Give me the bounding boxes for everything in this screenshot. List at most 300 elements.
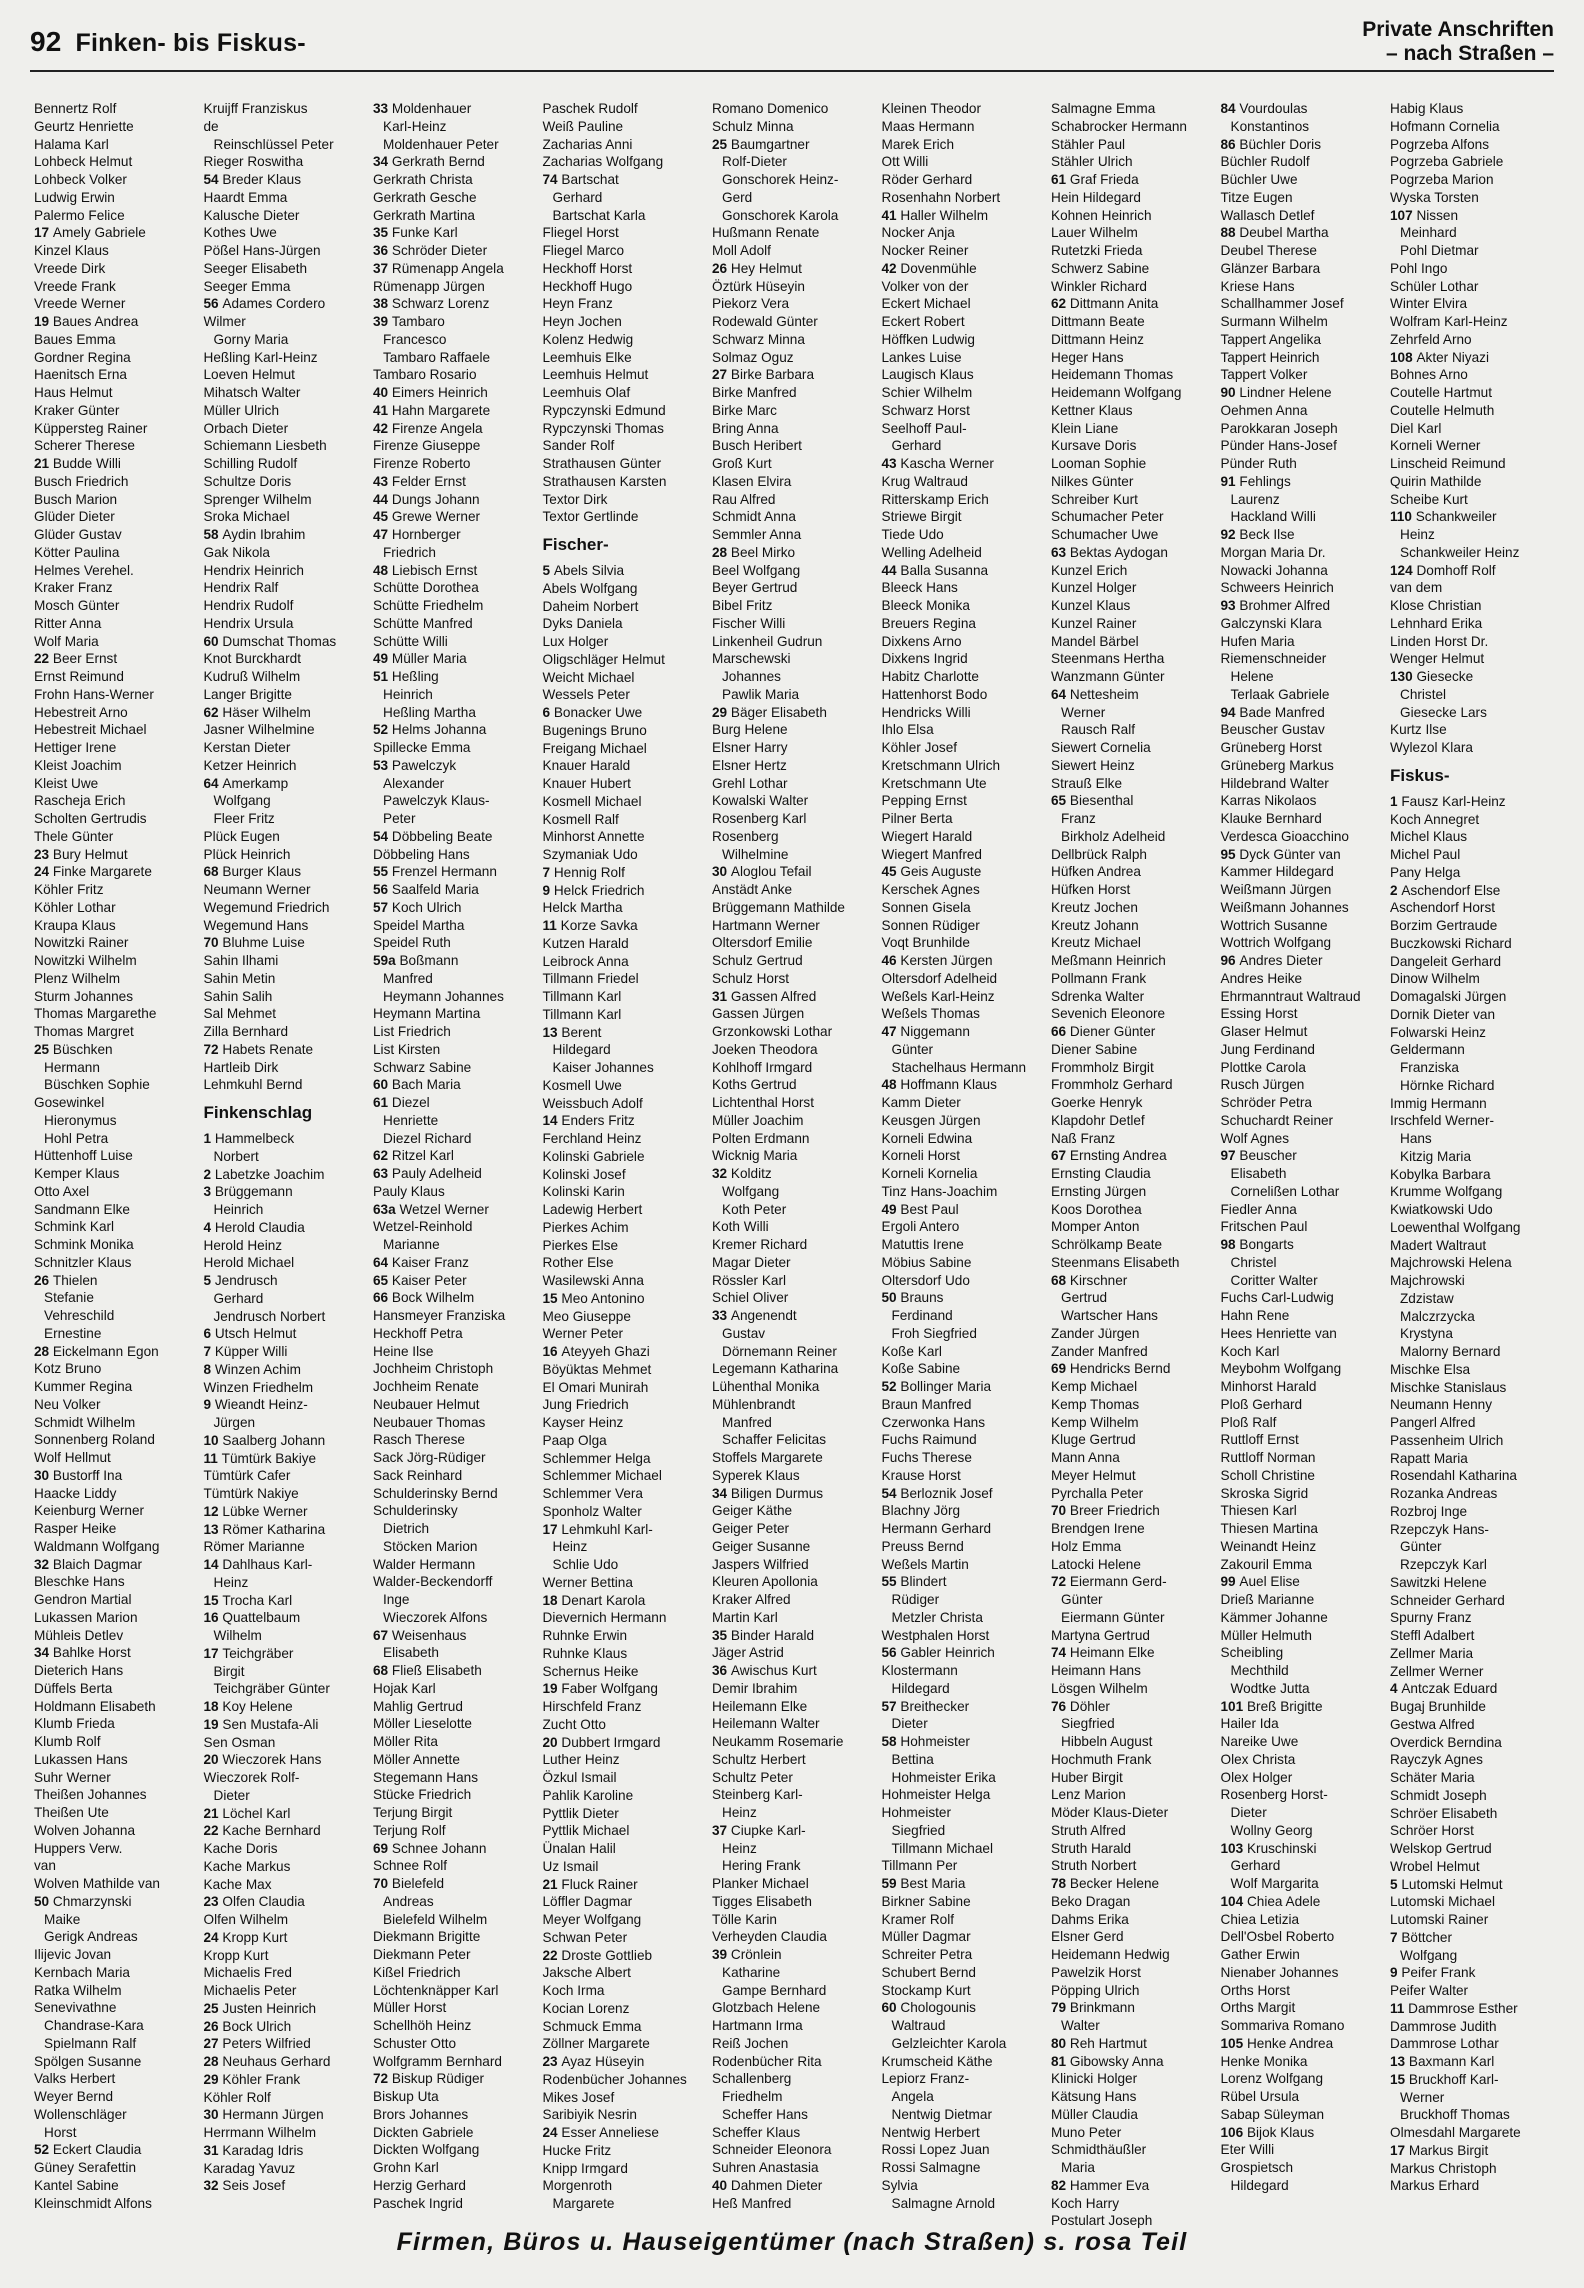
- directory-entry: Marek Erich: [881, 136, 955, 152]
- house-number: 64: [203, 775, 223, 791]
- resident-name: Hennig Rolf: [553, 864, 625, 880]
- directory-entry: Manfred: [383, 970, 433, 986]
- resident-name: Chologounis: [900, 2000, 976, 2016]
- directory-entry: Ernestine: [44, 1325, 102, 1341]
- directory-entry: [204, 1361, 374, 1379]
- resident-name: Löchel Karl: [222, 1805, 291, 1821]
- resident-name: Eiermann Gerd-: [1069, 1574, 1167, 1590]
- directory-entry: [204, 1893, 374, 1911]
- directory-entry: Metzler Christa: [891, 1609, 983, 1625]
- house-number: 18: [203, 1699, 223, 1714]
- directory-entry: Chiea Letizia: [1220, 1911, 1300, 1927]
- directory-entry: [34, 1272, 204, 1290]
- directory-entry: [373, 295, 543, 313]
- resident-name: Lehmkuhl Karl-: [561, 1521, 653, 1537]
- house-number: 44: [373, 491, 392, 507]
- directory-entry: [1221, 597, 1391, 615]
- directory-entry: Immig Hermann: [1390, 1095, 1487, 1111]
- directory-entry: [204, 2142, 374, 2160]
- house-number: 62: [1051, 296, 1070, 312]
- directory-entry: Gertrud: [1061, 1290, 1108, 1306]
- directory-entry: [882, 1289, 1052, 1307]
- directory-entry: Schulderinsky: [373, 1503, 458, 1519]
- directory-entry: Giesecke Lars: [1400, 704, 1487, 720]
- resident-name: Finke Margarete: [52, 864, 152, 880]
- resident-name: Bluhme Luise: [222, 935, 305, 951]
- house-number: 15: [1390, 2071, 1409, 2087]
- directory-entry: Möller Lieselotte: [373, 1716, 472, 1732]
- street-heading: Fischer-: [542, 535, 609, 554]
- house-number: 15: [542, 1290, 562, 1306]
- directory-entry: Werner Peter: [542, 1326, 624, 1342]
- resident-name: Tambaro: [391, 314, 445, 329]
- directory-entry: Scheffer Hans: [722, 2106, 808, 2122]
- directory-entry: Schrölkamp Beate: [1051, 1237, 1163, 1252]
- directory-entry: Hailer Ida: [1220, 1716, 1279, 1732]
- directory-entry: [1221, 136, 1391, 154]
- directory-entry: Braun Manfred: [881, 1396, 972, 1412]
- directory-entry: Hendricks Willi: [881, 704, 971, 720]
- directory-entry: Habig Klaus: [1390, 101, 1464, 116]
- directory-entry: Firenze Roberto: [373, 456, 471, 471]
- directory-entry: Schuchardt Reiner: [1220, 1112, 1334, 1128]
- directory-entry: Grüneberg Horst: [1220, 740, 1322, 755]
- directory-entry: Korneli Edwina: [881, 1130, 973, 1146]
- directory-entry: Vreede Frank: [34, 278, 116, 294]
- directory-entry: Kreutz Michael: [1051, 935, 1141, 951]
- directory-entry: Rosendahl Katharina: [1390, 1468, 1517, 1484]
- house-number: 63: [1051, 544, 1070, 560]
- directory-entry: Leemhuis Elke: [542, 349, 632, 365]
- directory-entry: Coritter Walter: [1230, 1272, 1318, 1288]
- directory-entry: Jochheim Christoph: [373, 1361, 494, 1377]
- directory-entry: Helmes Verehel.: [34, 562, 134, 578]
- directory-entry: Michel Paul: [1390, 847, 1461, 862]
- directory-entry: Ünalan Halil: [542, 1841, 616, 1856]
- directory-entry: Nilkes Günter: [1051, 473, 1134, 489]
- directory-entry: [34, 1467, 204, 1485]
- directory-entry: Muno Peter: [1051, 2124, 1122, 2140]
- resident-name: Hammelbeck: [214, 1131, 295, 1146]
- directory-entry: [712, 1627, 882, 1645]
- directory-entry: Dyks Daniela: [542, 616, 623, 632]
- directory-entry: Laurenz: [1230, 491, 1280, 507]
- directory-entry: Pawlik Maria: [722, 686, 800, 702]
- directory-entry: Thiesen Martina: [1220, 1521, 1318, 1536]
- directory-entry: Kocian Lorenz: [542, 2000, 630, 2016]
- directory-entry: [373, 508, 543, 526]
- directory-entry: Nienaber Johannes: [1220, 1964, 1339, 1980]
- directory-entry: Walder Hermann: [373, 1556, 476, 1572]
- directory-entry: Dickten Wolfgang: [373, 2142, 480, 2158]
- house-number: 74: [1051, 1645, 1070, 1661]
- directory-entry: [204, 934, 374, 952]
- directory-entry: Martin Karl: [712, 1609, 778, 1625]
- directory-entry: Waltraud: [891, 2018, 946, 2033]
- directory-entry: Kunzel Holger: [1051, 580, 1137, 596]
- directory-entry: Hildebrand Walter: [1220, 775, 1329, 791]
- page-number: 92: [30, 26, 62, 57]
- house-number: 19: [34, 314, 53, 329]
- street-heading: Finkenschlag: [203, 1103, 313, 1122]
- directory-entry: Demir Ibrahim: [712, 1680, 798, 1696]
- directory-entry: Sonnen Rüdiger: [881, 917, 980, 933]
- house-number: 70: [1051, 1503, 1070, 1519]
- resident-name: Denart Karola: [561, 1592, 646, 1608]
- directory-entry: Tillmann Per: [881, 1858, 958, 1874]
- directory-entry: Solmaz Oguz: [712, 349, 794, 365]
- directory-entry: Schmidthäußler: [1051, 2142, 1147, 2158]
- directory-entry: Hermann Gerhard: [881, 1521, 992, 1536]
- house-number: 34: [34, 1645, 53, 1661]
- directory-entry: Rapatt Maria: [1390, 1450, 1468, 1466]
- directory-entry: Diekmann Peter: [373, 1947, 471, 1962]
- directory-entry: Plück Heinrich: [203, 846, 291, 862]
- directory-entry: Tölle Karin: [712, 1911, 777, 1927]
- directory-entry: Bennertz Rolf: [34, 101, 117, 116]
- resident-name: Berent: [561, 1024, 602, 1040]
- directory-entry: Riemenschneider: [1220, 651, 1327, 667]
- directory-entry: Pahlik Karoline: [542, 1787, 634, 1803]
- directory-entry: Kleist Uwe: [34, 775, 99, 791]
- directory-entry: Kropp Kurt: [203, 1947, 269, 1963]
- resident-name: Häser Wilhelm: [222, 704, 311, 720]
- directory-entry: [882, 1201, 1052, 1219]
- directory-entry: Morgenroth: [542, 2178, 613, 2194]
- resident-name: Bäger Elisabeth: [730, 704, 827, 720]
- directory-entry: Scherer Therese: [34, 438, 135, 454]
- directory-entry: Oltersdorf Udo: [881, 1272, 970, 1288]
- directory-entry: Ergoli Antero: [881, 1219, 960, 1235]
- directory-entry: Schütte Dorothea: [373, 580, 479, 596]
- directory-entry: Heinz: [213, 1574, 249, 1590]
- directory-entry: Wetzel-Reinhold: [373, 1219, 473, 1235]
- directory-entry: Ritterskamp Erich: [881, 491, 989, 507]
- directory-entry: Konstantinos: [1230, 118, 1310, 134]
- directory-entry: Klauke Bernhard: [1220, 811, 1322, 826]
- directory-entry: [204, 1432, 374, 1450]
- resident-name: Firenze Angela: [391, 420, 483, 436]
- directory-entry: van dem: [1390, 580, 1443, 596]
- resident-name: Bach Maria: [391, 1077, 461, 1093]
- directory-entry: Fliegel Marco: [542, 243, 625, 258]
- directory-entry: Dieter: [891, 1716, 928, 1732]
- directory-entry: Koths Gertrud: [712, 1077, 797, 1093]
- directory-entry: Sprenger Wilhelm: [203, 491, 312, 507]
- directory-entry: Cornelißen Lothar: [1230, 1183, 1340, 1199]
- directory-entry: Surmann Wilhelm: [1220, 314, 1328, 329]
- directory-entry: Haenitsch Erna: [34, 367, 127, 383]
- directory-entry: [204, 2000, 374, 2018]
- house-number: 5: [203, 1273, 215, 1288]
- directory-entry: Franziska: [1400, 1060, 1459, 1075]
- house-number: 3: [203, 1184, 215, 1200]
- directory-entry: [1051, 295, 1221, 313]
- header-rule: [30, 70, 1554, 72]
- directory-entry: Linkenheil Gudrun: [712, 633, 823, 649]
- directory-entry: Tillmann Friedel: [542, 971, 639, 987]
- house-number: 33: [712, 1308, 731, 1323]
- directory-entry: Sack Jörg-Rüdiger: [373, 1450, 486, 1465]
- directory-entry: Lutomski Michael: [1390, 1894, 1496, 1910]
- resident-name: Brinkmann: [1069, 2000, 1135, 2016]
- resident-name: Funke Karl: [391, 225, 458, 241]
- directory-entry: Szymaniak Udo: [542, 847, 638, 862]
- directory-entry: Schütte Friedhelm: [373, 598, 484, 613]
- directory-entry: Müller Claudia: [1051, 2106, 1138, 2122]
- directory-entry: Nentwig Dietmar: [891, 2106, 992, 2122]
- resident-name: Brohmer Alfred: [1239, 598, 1331, 613]
- directory-entry: Paschek Ingrid: [373, 2195, 463, 2211]
- column-7: [1051, 100, 1221, 2229]
- house-number: 59: [881, 1876, 901, 1891]
- directory-entry: Wylezol Klara: [1390, 740, 1473, 755]
- directory-entry: Theißen Johannes: [34, 1787, 147, 1803]
- section-range: Finken- bis Fiskus-: [75, 29, 306, 57]
- directory-entry: [1221, 704, 1391, 722]
- resident-name: Heimann Elke: [1069, 1645, 1155, 1661]
- directory-entry: Bugenings Bruno: [542, 722, 647, 738]
- directory-entry: Hebestreit Michael: [34, 722, 147, 738]
- directory-entry: Orbach Dieter: [203, 420, 289, 436]
- directory-entry: Schmuck Emma: [542, 2018, 642, 2034]
- directory-entry: Spillecke Emma: [373, 740, 471, 755]
- directory-entry: Karadag Yavuz: [203, 2160, 296, 2176]
- directory-entry: Hildegard: [891, 1680, 950, 1696]
- directory-entry: Pöpping Ulrich: [1051, 1982, 1140, 1998]
- directory-entry: [543, 2053, 713, 2071]
- directory-entry: Madert Waltraut: [1390, 1237, 1487, 1253]
- house-number: 66: [1051, 1024, 1070, 1039]
- directory-entry: Büchler Rudolf: [1220, 154, 1310, 170]
- directory-entry: Rzepczyk Hans-: [1390, 1521, 1489, 1537]
- directory-entry: Parokkaran Joseph: [1220, 420, 1338, 436]
- directory-entry: Gerhard: [1230, 1858, 1281, 1874]
- directory-entry: Knot Burckhardt: [203, 651, 301, 667]
- directory-entry: Rasch Therese: [373, 1432, 465, 1448]
- directory-entry: Semmler Anna: [712, 527, 802, 542]
- directory-entry: Passenheim Ulrich: [1390, 1432, 1504, 1448]
- column-6: [881, 100, 1052, 2211]
- house-number: 93: [1220, 598, 1240, 613]
- directory-entry: Werner: [1061, 704, 1106, 720]
- directory-entry: Rayczyk Agnes: [1390, 1752, 1483, 1768]
- directory-entry: [1221, 1236, 1391, 1254]
- directory-entry: Köhler Josef: [881, 740, 958, 755]
- directory-entry: Pohl Dietmar: [1400, 243, 1479, 258]
- house-number: 70: [373, 1876, 392, 1891]
- house-number: 49: [373, 651, 392, 667]
- directory-entry: Ruttloff Norman: [1220, 1450, 1316, 1465]
- resident-name: Bonacker Uwe: [553, 705, 643, 720]
- directory-entry: Elsner Gerd: [1051, 1929, 1124, 1945]
- directory-entry: Rolf-Dieter: [722, 154, 787, 170]
- directory-entry: [712, 260, 882, 278]
- directory-entry: Pawelczyk Klaus-: [383, 793, 490, 809]
- directory-entry: Michel Klaus: [1390, 829, 1468, 845]
- directory-entry: Tümtürk Nakiye: [203, 1486, 299, 1501]
- directory-entry: Kernbach Maria: [34, 1964, 130, 1980]
- directory-entry: Momper Anton: [1051, 1219, 1140, 1235]
- directory-entry: Geurtz Henriette: [34, 118, 134, 134]
- directory-entry: Rieger Roswitha: [203, 154, 304, 170]
- directory-entry: Krumscheid Käthe: [881, 2053, 993, 2069]
- resident-name: Jendrusch: [214, 1273, 278, 1288]
- directory-entry: Kalusche Dieter: [203, 207, 300, 223]
- resident-name: Amely Gabriele: [52, 225, 146, 241]
- directory-entry: Keusgen Jürgen: [881, 1112, 981, 1128]
- directory-entry: Kerschek Agnes: [881, 882, 980, 897]
- directory-entry: Scheibe Kurt: [1390, 491, 1468, 507]
- directory-entry: Fischer Willi: [712, 615, 786, 631]
- directory-entry: [204, 526, 374, 544]
- directory-entry: Heidemann Hedwig: [1051, 1947, 1170, 1962]
- resident-name: Deubel Martha: [1239, 225, 1329, 241]
- directory-entry: Kosmell Michael: [542, 793, 642, 809]
- directory-entry: Busch Marion: [34, 491, 118, 507]
- directory-entry: Rzepczyk Karl: [1400, 1557, 1487, 1572]
- resident-name: Eimers Heinrich: [391, 385, 488, 400]
- directory-entry: Grehl Lothar: [712, 775, 788, 791]
- directory-entry: Heßling Martha: [383, 704, 476, 720]
- directory-entry: Hohmeister Erika: [891, 1769, 996, 1785]
- directory-entry: [1051, 1023, 1221, 1041]
- directory-entry: Helene: [1230, 669, 1274, 684]
- directory-entry: Wolfgramm Bernhard: [373, 2053, 502, 2069]
- column-5: [712, 100, 882, 2211]
- directory-entry: Winzen Friedhelm: [203, 1379, 314, 1395]
- directory-entry: Martyna Gertrud: [1051, 1627, 1150, 1643]
- house-number: 22: [542, 1947, 562, 1963]
- house-number: 24: [203, 1929, 223, 1945]
- directory-entry: Lenz Marion: [1051, 1787, 1126, 1803]
- directory-entry: [1221, 1147, 1391, 1165]
- directory-entry: Speidel Ruth: [373, 935, 451, 951]
- directory-entry: Hendrix Ralf: [203, 580, 279, 596]
- directory-entry: Wartscher Hans: [1061, 1308, 1158, 1323]
- resident-name: Herold Claudia: [214, 1219, 305, 1235]
- directory-entry: Valks Herbert: [34, 2071, 116, 2087]
- directory-entry: Tümtürk Cafer: [203, 1468, 291, 1484]
- directory-entry: Diezel Richard: [383, 1130, 472, 1146]
- resident-name: Moldenhauer: [391, 101, 472, 116]
- resident-name: Angenendt: [730, 1308, 797, 1323]
- directory-entry: Müller Dagmar: [881, 1929, 971, 1945]
- directory-entry: Pilner Berta: [881, 811, 953, 826]
- directory-entry: Oltersdorf Emilie: [712, 935, 813, 951]
- resident-name: Brauns: [900, 1290, 944, 1306]
- directory-entry: Anstädt Anke: [712, 882, 793, 897]
- directory-entry: [34, 1343, 204, 1361]
- resident-name: Dahlhaus Karl-: [222, 1557, 313, 1572]
- directory-entry: Kolenz Hedwig: [542, 331, 634, 347]
- directory-entry: Suhren Anastasia: [712, 2160, 819, 2175]
- directory-entry: Hein Hildegard: [1051, 189, 1141, 205]
- directory-entry: Magar Dieter: [712, 1254, 791, 1270]
- house-number: 11: [542, 918, 561, 933]
- directory-entry: [204, 1503, 374, 1521]
- directory-entry: Hattenhorst Bodo: [881, 686, 988, 702]
- directory-entry: Folwarski Heinz: [1390, 1024, 1486, 1040]
- house-number: 104: [1220, 1893, 1247, 1909]
- directory-entry: Beyer Gertrud: [712, 580, 798, 596]
- resident-name: Schröder Dieter: [391, 243, 488, 258]
- directory-entry: Hering Frank: [722, 1858, 801, 1874]
- directory-entry: Kurtz Ilse: [1390, 722, 1447, 738]
- directory-entry: Nareike Uwe: [1220, 1734, 1299, 1749]
- directory-entry: Lutomski Rainer: [1390, 1912, 1489, 1927]
- directory-entry: [34, 2141, 204, 2159]
- directory-entry: [1390, 2071, 1560, 2089]
- directory-entry: Mühlenbrandt: [712, 1396, 796, 1412]
- directory-entry: [204, 1219, 374, 1237]
- directory-entry: [34, 313, 204, 331]
- resident-name: Beer Ernst: [52, 651, 118, 667]
- directory-entry: Schabrocker Hermann: [1051, 118, 1187, 134]
- directory-entry: [34, 1644, 204, 1662]
- directory-entry: Pangerl Alfred: [1390, 1415, 1476, 1430]
- directory-entry: [543, 1592, 713, 1610]
- house-number: 22: [34, 651, 53, 667]
- directory-entry: Knauer Hubert: [542, 776, 631, 791]
- directory-entry: Heß Manfred: [712, 2195, 792, 2211]
- directory-entry: Müller Ulrich: [203, 402, 280, 418]
- directory-entry: Schubert Bernd: [881, 1964, 976, 1980]
- resident-name: Köhler Frank: [222, 2071, 301, 2087]
- directory-entry: [1051, 544, 1221, 562]
- directory-entry: Ketzer Heinrich: [203, 757, 297, 773]
- directory-entry: Biskup Uta: [373, 2089, 439, 2104]
- directory-entry: Kache Markus: [203, 1858, 291, 1874]
- directory-entry: Textor Gertlinde: [542, 509, 639, 525]
- directory-entry: Goerke Henryk: [1051, 1095, 1143, 1110]
- directory-entry: Siegfried: [891, 1822, 946, 1838]
- directory-entry: [373, 650, 543, 668]
- directory-entry: Titze Eugen: [1220, 189, 1293, 205]
- directory-entry: [1390, 562, 1560, 580]
- resident-name: Hammer Eva: [1069, 2177, 1150, 2193]
- directory-entry: Koch Irma: [542, 1983, 605, 1998]
- directory-entry: [34, 455, 204, 473]
- directory-entry: [204, 1822, 374, 1840]
- directory-entry: Schütte Willi: [373, 633, 448, 649]
- directory-entry: Schneider Gerhard: [1390, 1592, 1505, 1608]
- directory-entry: Ernsting Claudia: [1051, 1166, 1151, 1181]
- directory-entry: Kinzel Klaus: [34, 243, 109, 258]
- directory-entry: Grüneberg Markus: [1220, 757, 1334, 773]
- house-number: 80: [1051, 2035, 1070, 2051]
- directory-entry: Bring Anna: [712, 420, 779, 436]
- directory-entry: Overdick Berndina: [1390, 1734, 1502, 1750]
- directory-entry: Meybohm Wolfgang: [1220, 1361, 1342, 1377]
- directory-entry: Tillmann Michael: [891, 1840, 993, 1856]
- house-number: 29: [203, 2071, 223, 2087]
- house-number: 39: [712, 1947, 731, 1962]
- directory-entry: Hohl Petra: [44, 1130, 109, 1146]
- directory-entry: Fiedler Anna: [1220, 1201, 1297, 1217]
- house-number: 63: [373, 1166, 392, 1181]
- directory-entry: Planker Michael: [712, 1876, 809, 1891]
- directory-entry: [204, 2053, 374, 2071]
- directory-entry: Birke Manfred: [712, 385, 797, 400]
- directory-entry: Leemhuis Helmut: [542, 367, 649, 383]
- directory-entry: Kleuren Apollonia: [712, 1574, 818, 1590]
- directory-entry: Linscheid Reimund: [1390, 456, 1506, 471]
- directory-entry: [373, 260, 543, 278]
- resident-name: Droste Gottlieb: [561, 1947, 653, 1963]
- directory-entry: [882, 952, 1052, 970]
- directory-entry: Heinz: [1400, 527, 1435, 542]
